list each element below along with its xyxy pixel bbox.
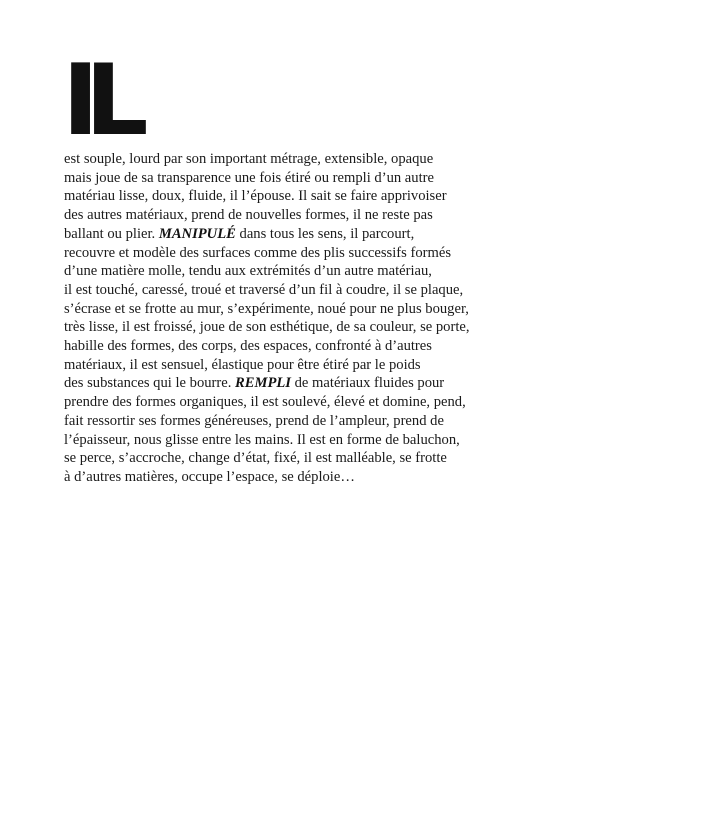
text-run: à d’autres matières, occupe l’espace, se déploie… [64, 468, 355, 485]
text-line [64, 187, 504, 206]
text-run: il est touché, caressé, troué et traversé d’un fil à coudre, il se plaque, [64, 281, 464, 298]
text-line [64, 468, 504, 487]
text-line [64, 356, 504, 375]
text-run: matériau lisse, doux, fluide, il l’épouse. Il sait se faire apprivoiser [64, 188, 447, 205]
text-line [64, 300, 504, 319]
page-title: IL [62, 44, 135, 158]
text-line [64, 318, 504, 337]
text-line [64, 431, 504, 450]
text-run: de matériaux fluides pour [290, 375, 445, 392]
text-run: des autres matériaux, prend de nouvelles formes, il ne reste pas [64, 207, 433, 224]
text-line [64, 169, 504, 188]
text-run: s’écrase et se frotte au mur, s’expérimente, noué pour ne plus bouger, [64, 300, 469, 317]
emphasis-rempli: REMPLI [235, 375, 291, 392]
body-paragraph [64, 150, 504, 487]
text-line [64, 244, 504, 263]
text-run: des substances qui le bourre. [64, 375, 236, 392]
text-run: très lisse, il est froissé, joue de son esthétique, de sa couleur, se porte, [64, 319, 470, 336]
text-line [64, 225, 504, 244]
text-line [64, 262, 504, 281]
text-run: l’épaisseur, nous glisse entre les mains. Il est en forme de baluchon, [64, 431, 460, 448]
text-run: prendre des formes organiques, il est soulevé, élevé et domine, pend, [64, 394, 466, 411]
text-line [64, 374, 504, 393]
text-run: recouvre et modèle des surfaces comme des plis successifs formés [64, 244, 452, 261]
text-line [64, 412, 504, 431]
text-line [64, 337, 504, 356]
text-run: mais joue de sa transparence une fois étiré ou rempli d’un autre [64, 169, 434, 186]
text-run: fait ressortir ses formes généreuses, prend de l’ampleur, prend de [64, 412, 444, 429]
text-line [64, 281, 504, 300]
text-run: dans tous les sens, il parcourt, [235, 225, 415, 242]
text-run: est souple, lourd par son important métrage, extensible, opaque [64, 151, 434, 167]
emphasis-manipule: MANIPULÉ [158, 225, 236, 242]
text-line [64, 150, 504, 169]
text-line [64, 449, 504, 468]
text-run: matériaux, il est sensuel, élastique pour être étiré par le poids [64, 356, 421, 373]
text-line [64, 393, 504, 412]
text-run: habille des formes, des corps, des espaces, confronté à d’autres [64, 338, 432, 355]
text-line [64, 206, 504, 225]
text-run: se perce, s’accroche, change d’état, fixé, il est malléable, se frotte [64, 450, 447, 467]
text-run: d’une matière molle, tendu aux extrémités d’un autre matériau, [64, 263, 432, 280]
text-run: ballant ou plier. [64, 225, 159, 242]
